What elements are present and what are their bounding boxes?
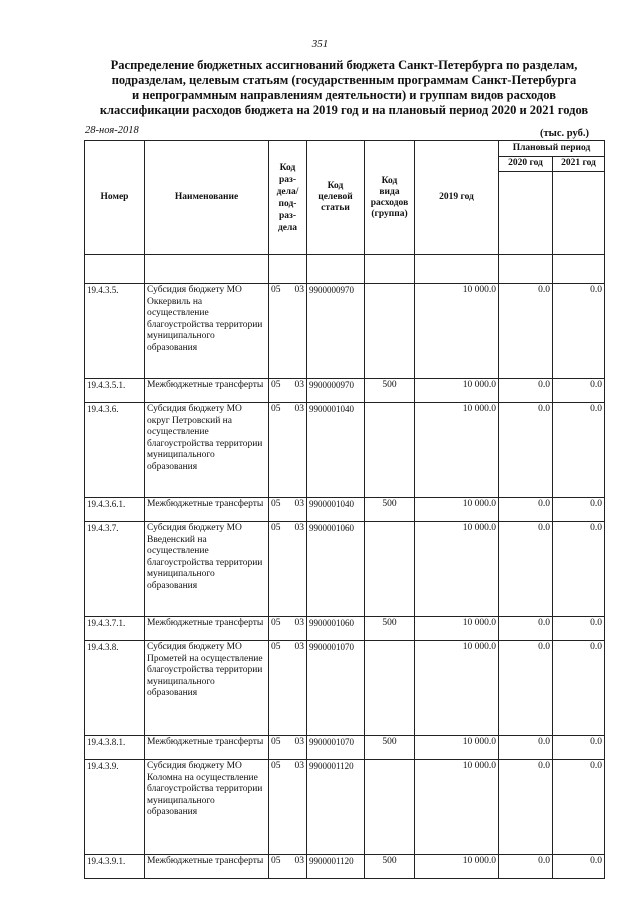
- row-number: 19.4.3.5.: [85, 284, 145, 379]
- row-section: [269, 522, 307, 617]
- row-amount-2020: 0.0: [499, 498, 553, 522]
- row-section-code: 05: [271, 761, 281, 771]
- row-expense-type: 500: [365, 855, 415, 879]
- row-subsection-code: 03: [294, 856, 304, 866]
- row-number: 19.4.3.7.: [85, 522, 145, 617]
- row-section-code: 05: [271, 499, 281, 509]
- row-amount-2021: 0.0: [553, 522, 605, 617]
- table-row: [85, 855, 605, 879]
- row-number: 19.4.3.8.1.: [85, 736, 145, 760]
- row-expense-type: [365, 522, 415, 617]
- row-number: 19.4.3.5.1.: [85, 379, 145, 403]
- row-amount-2019: 10 000.0: [415, 641, 499, 736]
- row-amount-2020: 0.0: [499, 379, 553, 403]
- table-row: [85, 641, 605, 736]
- table-row: [85, 498, 605, 522]
- row-amount-2021: 0.0: [553, 379, 605, 403]
- header-name: Наименование: [145, 141, 269, 255]
- row-name: Межбюджетные трансферты: [145, 379, 269, 403]
- row-expense-type: [365, 403, 415, 498]
- row-name: Субсидия бюджету МО Введенский на осуществление благоустройства территории муниципального образования: [145, 522, 269, 617]
- row-amount-2021: 0.0: [553, 736, 605, 760]
- row-amount-2021: 0.0: [553, 760, 605, 855]
- table-row: [85, 522, 605, 617]
- header-2021: 2021 год: [553, 157, 605, 172]
- row-section: [269, 498, 307, 522]
- row-target-code: 9900000970: [307, 284, 365, 379]
- row-name: Межбюджетные трансферты: [145, 855, 269, 879]
- page-number: 351: [311, 38, 329, 50]
- row-subsection-code: 03: [294, 761, 304, 771]
- row-amount-2020: 0.0: [499, 736, 553, 760]
- row-subsection-code: 03: [294, 404, 304, 414]
- row-section: [269, 284, 307, 379]
- header-2021-blank: [553, 172, 605, 255]
- row-section-code: 05: [271, 523, 281, 533]
- row-name: Межбюджетные трансферты: [145, 736, 269, 760]
- row-section: [269, 641, 307, 736]
- row-amount-2021: 0.0: [553, 617, 605, 641]
- row-number: 19.4.3.8.: [85, 641, 145, 736]
- table-row: [85, 379, 605, 403]
- row-target-code: 9900001060: [307, 617, 365, 641]
- row-amount-2020: 0.0: [499, 855, 553, 879]
- row-amount-2019: 10 000.0: [415, 855, 499, 879]
- header-section: Код раз- дела/ под- раз- дела: [269, 141, 307, 255]
- header-2020-blank: [499, 172, 553, 255]
- row-amount-2019: 10 000.0: [415, 522, 499, 617]
- row-amount-2021: 0.0: [553, 855, 605, 879]
- row-amount-2020: 0.0: [499, 284, 553, 379]
- row-section: [269, 379, 307, 403]
- document-date: 28-ноя-2018: [85, 125, 139, 136]
- row-amount-2019: 10 000.0: [415, 736, 499, 760]
- table-row: [85, 760, 605, 855]
- row-amount-2020: 0.0: [499, 522, 553, 617]
- document-title: [96, 58, 592, 118]
- table-row: [85, 403, 605, 498]
- title-line: классификации расходов бюджета на 2019 год и на плановый период 2020 и 2021 годов: [99, 103, 589, 117]
- row-subsection-code: 03: [294, 642, 304, 652]
- row-section: [269, 403, 307, 498]
- row-number: 19.4.3.7.1.: [85, 617, 145, 641]
- row-amount-2019: 10 000.0: [415, 760, 499, 855]
- row-number: 19.4.3.9.1.: [85, 855, 145, 879]
- row-section-code: 05: [271, 380, 281, 390]
- row-section-code: 05: [271, 737, 281, 747]
- row-expense-type: 500: [365, 379, 415, 403]
- row-expense-type: 500: [365, 736, 415, 760]
- title-line: и непрограммным направлениям деятельности) и группам видов расходов: [132, 88, 556, 102]
- header-2019: 2019 год: [415, 141, 499, 255]
- table-row: [85, 736, 605, 760]
- row-target-code: 9900001070: [307, 641, 365, 736]
- row-target-code: 9900001040: [307, 403, 365, 498]
- header-2020: 2020 год: [499, 157, 553, 172]
- row-subsection-code: 03: [294, 523, 304, 533]
- row-target-code: 9900001070: [307, 736, 365, 760]
- header-number: Номер: [85, 141, 145, 255]
- budget-table: [84, 140, 605, 879]
- row-name: Субсидия бюджету МО Прометей на осуществление благоустройства территории муниципального образования: [145, 641, 269, 736]
- title-line: подразделам, целевым статьям (государственным программам Санкт-Петербурга: [111, 73, 577, 87]
- header-expense-type: Код вида расходов (группа): [365, 141, 415, 255]
- row-expense-type: 500: [365, 498, 415, 522]
- row-target-code: 9900001120: [307, 760, 365, 855]
- row-section: [269, 617, 307, 641]
- table-gap-row: [85, 255, 605, 284]
- row-amount-2021: 0.0: [553, 284, 605, 379]
- row-amount-2019: 10 000.0: [415, 403, 499, 498]
- row-name: Субсидия бюджету МО Коломна на осуществление благоустройства территории муниципального образования: [145, 760, 269, 855]
- row-section-code: 05: [271, 618, 281, 628]
- row-amount-2019: 10 000.0: [415, 379, 499, 403]
- row-number: 19.4.3.6.1.: [85, 498, 145, 522]
- row-amount-2019: 10 000.0: [415, 617, 499, 641]
- row-section-code: 05: [271, 642, 281, 652]
- row-section: [269, 736, 307, 760]
- row-amount-2021: 0.0: [553, 641, 605, 736]
- row-subsection-code: 03: [294, 380, 304, 390]
- row-section-code: 05: [271, 285, 281, 295]
- row-amount-2020: 0.0: [499, 403, 553, 498]
- row-section-code: 05: [271, 404, 281, 414]
- row-subsection-code: 03: [294, 737, 304, 747]
- row-target-code: 9900001120: [307, 855, 365, 879]
- row-name: Субсидия бюджету МО округ Петровский на осуществление благоустройства территории муниципального образования: [145, 403, 269, 498]
- row-number: 19.4.3.9.: [85, 760, 145, 855]
- row-subsection-code: 03: [294, 285, 304, 295]
- unit-label: (тыс. руб.): [540, 128, 589, 139]
- title-line: Распределение бюджетных ассигнований бюджета Санкт-Петербурга по разделам,: [110, 58, 578, 72]
- row-section: [269, 760, 307, 855]
- row-amount-2020: 0.0: [499, 760, 553, 855]
- row-name: Межбюджетные трансферты: [145, 617, 269, 641]
- table-row: [85, 284, 605, 379]
- row-name: Межбюджетные трансферты: [145, 498, 269, 522]
- row-number: 19.4.3.6.: [85, 403, 145, 498]
- row-target-code: 9900001040: [307, 498, 365, 522]
- row-amount-2021: 0.0: [553, 498, 605, 522]
- row-name: Субсидия бюджету МО Оккервиль на осуществление благоустройства территории муниципального образования: [145, 284, 269, 379]
- row-amount-2019: 10 000.0: [415, 498, 499, 522]
- table-header-row: [85, 141, 605, 157]
- table-row: [85, 617, 605, 641]
- row-section-code: 05: [271, 856, 281, 866]
- header-planning-period: Плановый период: [499, 141, 605, 157]
- row-target-code: 9900001060: [307, 522, 365, 617]
- row-expense-type: 500: [365, 617, 415, 641]
- row-target-code: 9900000970: [307, 379, 365, 403]
- row-expense-type: [365, 284, 415, 379]
- row-expense-type: [365, 641, 415, 736]
- row-subsection-code: 03: [294, 499, 304, 509]
- row-amount-2021: 0.0: [553, 403, 605, 498]
- row-expense-type: [365, 760, 415, 855]
- row-subsection-code: 03: [294, 618, 304, 628]
- row-section: [269, 855, 307, 879]
- header-target: Код целевой статьи: [307, 141, 365, 255]
- row-amount-2020: 0.0: [499, 617, 553, 641]
- row-amount-2020: 0.0: [499, 641, 553, 736]
- row-amount-2019: 10 000.0: [415, 284, 499, 379]
